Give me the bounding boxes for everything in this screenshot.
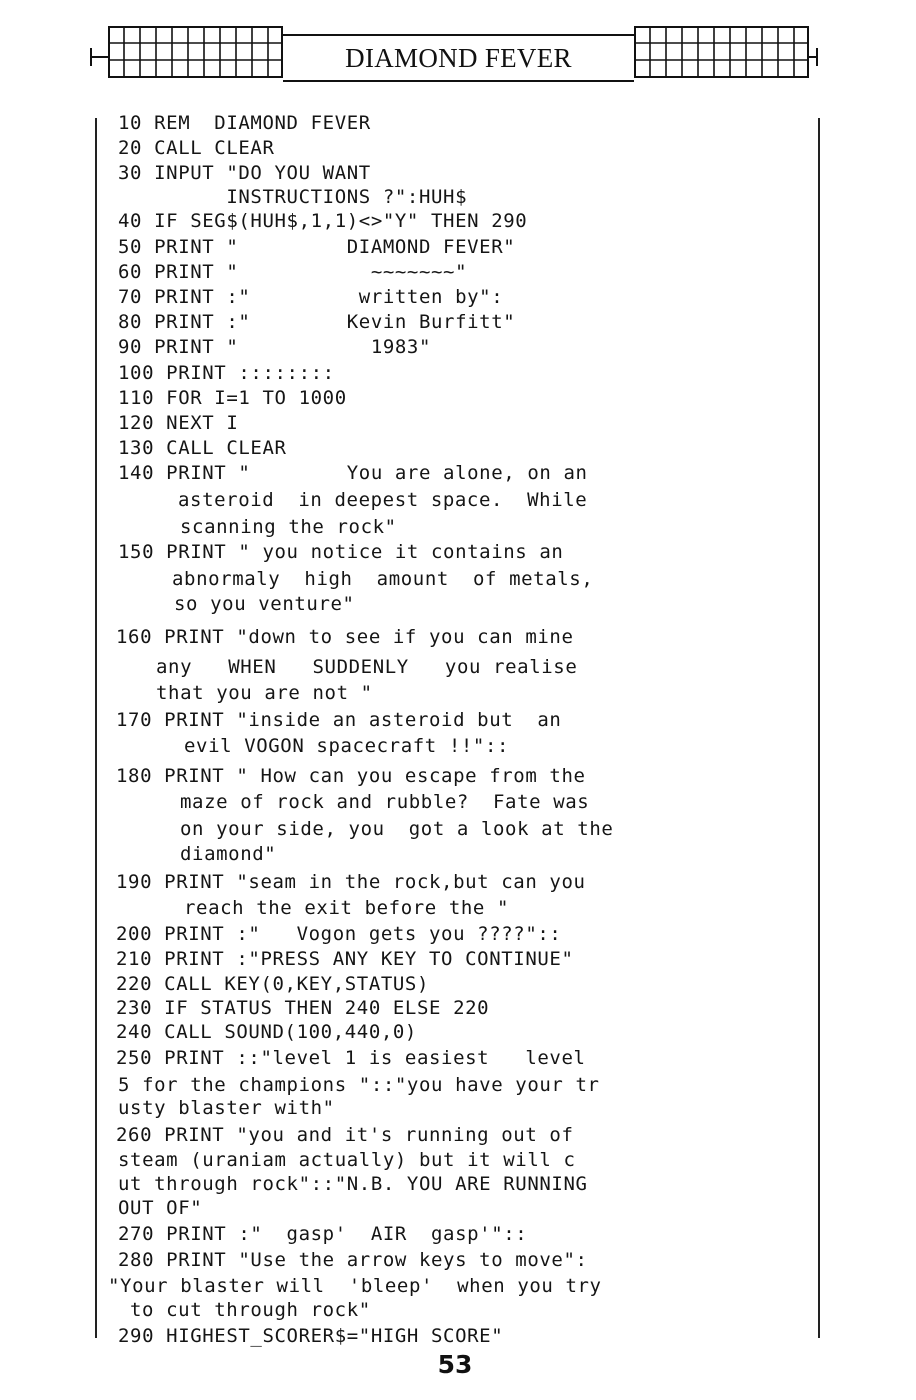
page-number: 53 (437, 1350, 473, 1379)
code-line: reach the exit before the " (184, 897, 510, 919)
code-line: OUT OF" (118, 1197, 203, 1219)
code-line: 40 IF SEG$(HUH$,1,1)<>"Y" THEN 290 (118, 210, 528, 232)
code-line: evil VOGON spacecraft !!":: (184, 735, 510, 757)
page-title: DIAMOND FEVER (345, 42, 572, 73)
code-line: that you are not " (156, 682, 373, 704)
code-line: maze of rock and rubble? Fate was (180, 791, 590, 813)
code-line: 140 PRINT " You are alone, on an (118, 462, 588, 484)
code-line: 30 INPUT "DO YOU WANT (118, 162, 371, 184)
code-line: 150 PRINT " you notice it contains an (118, 541, 564, 563)
code-line: 130 CALL CLEAR (118, 437, 287, 459)
code-line: 170 PRINT "inside an asteroid but an (116, 709, 562, 731)
code-line: INSTRUCTIONS ?":HUH$ (118, 186, 468, 208)
code-line: "Your blaster will 'bleep' when you try (108, 1275, 602, 1297)
code-line: any WHEN SUDDENLY you realise (156, 656, 578, 678)
code-line: 60 PRINT " ~~~~~~~" (118, 261, 468, 283)
code-line: 110 FOR I=1 TO 1000 (118, 387, 347, 409)
code-line: steam (uraniam actually) but it will c (118, 1149, 576, 1171)
code-line: 230 IF STATUS THEN 240 ELSE 220 (116, 997, 490, 1019)
code-line: ut through rock"::"N.B. YOU ARE RUNNING (118, 1173, 588, 1195)
code-line: 10 REM DIAMOND FEVER (118, 112, 371, 134)
code-line: 250 PRINT ::"level 1 is easiest level (116, 1047, 586, 1069)
code-line: to cut through rock" (130, 1299, 371, 1321)
code-line: on your side, you got a look at the (180, 818, 614, 840)
code-line: diamond" (180, 843, 277, 865)
code-line: abnormaly high amount of metals, (172, 568, 594, 590)
code-line: 5 for the champions "::"you have your tr (118, 1074, 600, 1096)
code-line: 120 NEXT I (118, 412, 239, 434)
code-line: so you venture" (174, 593, 355, 615)
code-line: 100 PRINT :::::::: (118, 362, 335, 384)
code-line: 190 PRINT "seam in the rock,but can you (116, 871, 586, 893)
code-line: 70 PRINT :" written by": (118, 286, 504, 308)
code-line: 270 PRINT :" gasp' AIR gasp'":: (118, 1223, 528, 1245)
code-line: 200 PRINT :" Vogon gets you ????":: (116, 923, 562, 945)
code-line: 260 PRINT "you and it's running out of (116, 1124, 574, 1146)
code-line: 90 PRINT " 1983" (118, 336, 432, 358)
code-line: 290 HIGHEST_SCORER$="HIGH SCORE" (118, 1325, 504, 1347)
code-line: 240 CALL SOUND(100,440,0) (116, 1021, 417, 1043)
code-line: usty blaster with" (118, 1097, 335, 1119)
code-line: 20 CALL CLEAR (118, 137, 275, 159)
code-line: 210 PRINT :"PRESS ANY KEY TO CONTINUE" (116, 948, 574, 970)
code-line: 160 PRINT "down to see if you can mine (116, 626, 574, 648)
code-line: 50 PRINT " DIAMOND FEVER" (118, 236, 516, 258)
code-line: asteroid in deepest space. While (178, 489, 588, 511)
code-line: 180 PRINT " How can you escape from the (116, 765, 586, 787)
code-line: 280 PRINT "Use the arrow keys to move": (118, 1249, 588, 1271)
code-line: 80 PRINT :" Kevin Burfitt" (118, 311, 516, 333)
code-line: scanning the rock" (180, 516, 397, 538)
code-line: 220 CALL KEY(0,KEY,STATUS) (116, 973, 430, 995)
